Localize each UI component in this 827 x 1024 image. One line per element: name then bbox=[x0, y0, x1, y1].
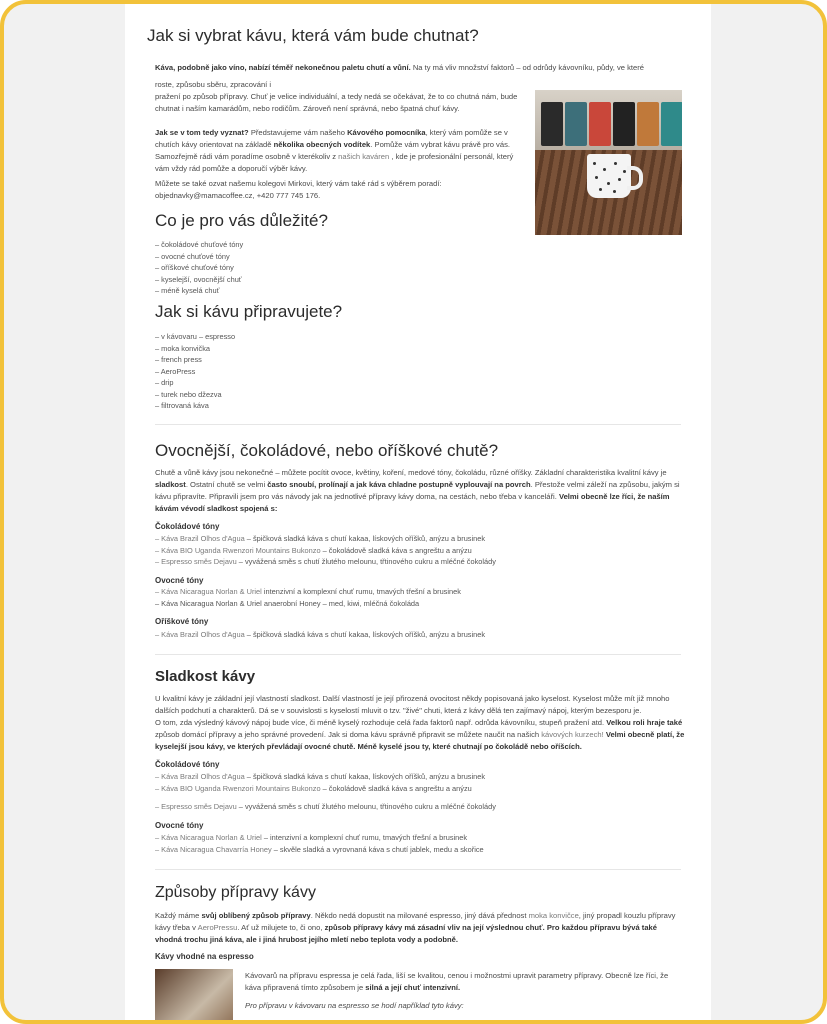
list-item bbox=[155, 844, 484, 856]
intro-question bbox=[155, 127, 527, 175]
methods-text-c: . Někdo nedá dopustit na milované espresso, jiný dává přednost bbox=[310, 911, 529, 920]
coffee-bag bbox=[565, 102, 587, 146]
methods-paragraph bbox=[155, 910, 685, 946]
subheading-chocolate: Čokoládové tóny bbox=[155, 760, 220, 769]
coffee-courses-link[interactable]: kávových kurzech! bbox=[541, 730, 604, 739]
fruit-coffee-list bbox=[155, 586, 461, 609]
product-link[interactable]: – Káva BIO Uganda Rwenzori Mountains Bukonzo bbox=[155, 545, 321, 555]
methods-text-d: , jiný propadl kouzlu přípravy kávy třeba v bbox=[155, 911, 676, 932]
coffee-bag bbox=[613, 102, 635, 146]
prepare-list bbox=[155, 331, 235, 412]
cafes-link[interactable]: našich kaváren bbox=[338, 152, 390, 161]
list-item bbox=[155, 832, 484, 844]
flavors-bold-d: často snoubí, prolínají a jak káva chladne postupně vyplouvají na povrch bbox=[267, 480, 531, 489]
divider bbox=[155, 424, 681, 425]
sweetness-text-c: způsob domácí přípravy a jeho správné provedení. Jak si doma kávu správně připravit se můžete naučit na našich bbox=[155, 730, 542, 739]
fruit-coffee-list bbox=[155, 832, 484, 855]
contact-text: Můžete se také ozvat našemu kolegovi Mirkovi, který vám také rád s výběrem poradí: bbox=[155, 179, 442, 188]
article-page bbox=[125, 4, 711, 1024]
espresso-machine-photo bbox=[155, 969, 233, 1024]
product-link[interactable]: – Espresso směs Dejavu bbox=[155, 557, 237, 566]
list-item: – ovocné chuťové tóny bbox=[155, 251, 230, 261]
product-description: – skvěle sladká a vyrovnaná káva s chutí jablek, medu a skořice bbox=[271, 844, 484, 854]
intro-question-text3: . Pomůže vám vybrat kávu právě pro vás. Samozřejmě rádi vám poradíme osobně v kterékoliv z bbox=[155, 140, 510, 161]
list-item: – french press bbox=[155, 355, 202, 364]
sweetness-paragraph-2 bbox=[155, 717, 685, 753]
subheading-espresso: Kávy vhodné na espresso bbox=[155, 952, 254, 961]
list-item: – v kávovaru – espresso bbox=[155, 332, 236, 341]
list-item bbox=[155, 801, 496, 813]
flavors-text-e: . Přestože velmi záleží na způsobu, jakým si kávu připravíte. Připravili jsem pro vás návody jak na jednotlivé přípravy kávy doma, na cestách, nebo třeba v kanceláři. bbox=[155, 480, 680, 501]
intro-question-bold3: několika obecných vodítek bbox=[273, 140, 371, 149]
list-item: – moka konvička bbox=[155, 343, 211, 353]
flavors-paragraph bbox=[155, 467, 685, 515]
intro-question-bold: Jak se v tom tedy vyznat? bbox=[155, 128, 249, 137]
product-link[interactable]: – Káva BIO Uganda Rwenzori Mountains Bukonzo bbox=[155, 783, 321, 793]
product-description: – špičková sladká káva s chutí kakaa, lískových oříšků, anýzu a brusinek bbox=[244, 772, 486, 781]
list-item: – čokoládové chuťové tóny bbox=[155, 240, 244, 249]
section-title-prepare: Jak si kávu připravujete? bbox=[155, 302, 343, 321]
list-item: – drip bbox=[155, 378, 174, 387]
product-link[interactable]: – Káva Brazil Olhos d'Agua bbox=[155, 772, 245, 781]
product-description: – vyvážená směs s chutí žlutého melounu, třtinového cukru a mléčné čokolády bbox=[236, 802, 496, 811]
intro-question-bold2: Kávového pomocníka bbox=[347, 128, 426, 137]
sweetness-bold-d: Velmi obecně platí, že bbox=[603, 730, 685, 739]
product-link[interactable]: – Káva Nicaragua Norlan & Uriel bbox=[155, 833, 262, 842]
espresso-bold-b: silná a její chuť intenzivní. bbox=[365, 983, 461, 992]
product-link[interactable]: – Káva Brazil Olhos d'Agua bbox=[155, 630, 245, 639]
intro-question-text2: , který vám pomůže se v chutích kávy orientovat na základě bbox=[155, 128, 508, 149]
list-item: – oříškové chuťové tóny bbox=[155, 263, 234, 272]
section-title-methods: Způsoby přípravy kávy bbox=[155, 884, 316, 901]
intro-question-text1: Představujeme vám našeho bbox=[248, 128, 348, 137]
sweetness-paragraph-1: U kvalitní kávy je základní její vlastností sladkost. Další vlastností je její přirozená ovocitost někdy popisovaná jako kyselost. Kyselost může mít již mnoho dalších podchutí a charakterů. Dá se v souvislosti s kyselostí mluvit o tzv. "živé" chuti, která z kávy dělá ten zajímavý nápoj, kterým bezesporu je. bbox=[155, 694, 670, 715]
coffee-bag bbox=[541, 102, 563, 146]
flavors-bold-b: sladkost bbox=[155, 480, 186, 489]
product-description: – Káva Nicaragua Norlan & Uriel anaerobní Honey – med, kiwi, mléčná čokoláda bbox=[155, 598, 420, 608]
coffee-bag bbox=[589, 102, 611, 146]
subheading-nut: Oříškové tóny bbox=[155, 617, 209, 626]
methods-bold-f: způsob přípravy kávy má zásadní vliv na její výslednou chuť. Pro každou přípravu bývá také vhodná trochu jiná káva, ale i jiná hrubost jejího mletí nebo teplota vody a podobně. bbox=[155, 923, 657, 944]
product-description: – špičková sladká káva s chutí kakaa, lískových oříšků, anýzu a brusinek bbox=[244, 630, 486, 639]
list-item bbox=[155, 533, 496, 545]
list-item bbox=[155, 598, 461, 610]
subheading-chocolate: Čokoládové tóny bbox=[155, 522, 220, 531]
product-link[interactable]: – Espresso směs Dejavu bbox=[155, 802, 237, 811]
sweetness-bold-b: Velkou roli hraje také bbox=[606, 718, 683, 727]
methods-text-e: . Ať už milujete to, či ono, bbox=[237, 923, 325, 932]
flavors-text-a: Chutě a vůně kávy jsou nekonečné – můžete pocítit ovoce, květiny, koření, medové tóny, čokoládu, různé oříšky. Základní charakteristika kvalitní kávy je bbox=[155, 468, 667, 477]
section-title-sweetness: Sladkost kávy bbox=[155, 668, 256, 685]
espresso-text-a: Kávovarů na přípravu espressa je celá řada, liší se kvalitou, cenou i možnostmi upravit parametry přípravy. Obecně lze říci, že káva připravená tímto způsobem je bbox=[245, 971, 669, 992]
page-title: Jak si vybrat kávu, která vám bude chutnat? bbox=[147, 26, 479, 45]
divider bbox=[155, 869, 681, 870]
intro-lead bbox=[155, 62, 685, 74]
list-item bbox=[155, 771, 485, 783]
product-link[interactable]: – Káva Brazil Olhos d'Agua bbox=[155, 534, 245, 543]
intro-lead-rest: Na ty má vliv množství faktorů – od odrůdy kávovníku, půdy, ve které bbox=[410, 63, 644, 72]
coffee-bag bbox=[661, 102, 682, 146]
product-description: – špičková sladká káva s chutí kakaa, lískových oříšků, anýzu a brusinek bbox=[244, 534, 486, 543]
flavors-bold-f: Velmi obecně lze říci, že naším kávám vévodí sladkost spojená s: bbox=[155, 492, 670, 513]
subheading-fruit: Ovocné tóny bbox=[155, 821, 204, 830]
sweetness-bold-e: kyselejší jsou kávy, ve kterých převládají ovocné chutě. Méně kyselé jsou ty, které chutnají po čokoládě nebo oříšcích. bbox=[155, 742, 582, 751]
product-description: intenzivní a komplexní chuť rumu, tmavých třešní a brusinek bbox=[261, 587, 461, 596]
list-item: – AeroPress bbox=[155, 366, 196, 376]
sweetness-text-a: O tom, zda výsledný kávový nápoj bude více, či méně kyselý rozhoduje celá řada faktorů např. odrůda kávovníku, stupeň pražení atd. bbox=[155, 718, 607, 727]
section-title-flavors: Ovocnější, čokoládové, nebo oříškové chutě? bbox=[155, 441, 499, 460]
divider bbox=[155, 654, 681, 655]
product-description: – čokoládově sladká káva s angreštu a anýzu bbox=[320, 783, 472, 793]
chocolate-coffee-list-extra bbox=[155, 801, 496, 813]
important-list bbox=[155, 239, 243, 297]
product-link[interactable]: – Káva Nicaragua Chavarría Honey bbox=[155, 844, 272, 854]
moka-pot-link[interactable]: moka konvičce bbox=[528, 911, 579, 920]
hero-coffee-photo bbox=[535, 90, 682, 235]
product-description: – intenzivní a komplexní chuť rumu, tmavých třešní a brusinek bbox=[261, 833, 468, 842]
methods-bold-b: svůj oblíbený způsob přípravy bbox=[201, 911, 311, 920]
coffee-bag bbox=[637, 102, 659, 146]
list-item bbox=[155, 783, 485, 795]
espresso-paragraph bbox=[245, 970, 685, 994]
methods-text-a: Každý máme bbox=[155, 911, 202, 920]
list-item bbox=[155, 556, 496, 568]
nut-coffee-list bbox=[155, 629, 485, 641]
intro-question-text4: , kde je profesionální personál, který vám vždy rád pomůže a doporučí výběr kávy. bbox=[155, 152, 514, 173]
contact-details: objednavky@mamacoffee.cz, +420 777 745 176. bbox=[155, 191, 321, 200]
intro-lead-bold: Káva, podobně jako víno, nabízí téměř nekonečnou paletu chutí a vůní. bbox=[155, 63, 411, 72]
list-item: – kyselejší, ovocnější chuť bbox=[155, 274, 242, 284]
product-link[interactable]: – Káva Nicaragua Norlan & Uriel bbox=[155, 587, 262, 596]
list-item: – filtrovaná káva bbox=[155, 401, 209, 410]
subheading-fruit: Ovocné tóny bbox=[155, 576, 204, 585]
section-title-important: Co je pro vás důležité? bbox=[155, 211, 328, 230]
list-item: – turek nebo džezva bbox=[155, 389, 222, 399]
list-item bbox=[155, 545, 496, 557]
product-description: – vyvážená směs s chutí žlutého melounu, třtinového cukru a mléčné čokolády bbox=[236, 557, 496, 566]
espresso-hint: Pro přípravu v kávovaru na espresso se hodí například tyto kávy: bbox=[245, 1001, 464, 1010]
list-item bbox=[155, 629, 485, 641]
polka-dot-cup bbox=[587, 154, 631, 198]
chocolate-coffee-list bbox=[155, 533, 496, 568]
aeropress-link[interactable]: AeroPressu bbox=[197, 923, 238, 932]
list-item bbox=[155, 586, 461, 598]
list-item: – méně kyselá chuť bbox=[155, 286, 220, 295]
intro-paragraph: pražení po způsob přípravy. Chuť je velice individuální, a tedy nedá se očekávat, že to co chutná nám, bude chutnat i naším kamarádům, nebo rodičům. Zároveň není správná, nebo špatná chuť kávy. bbox=[155, 92, 518, 113]
product-description: – čokoládově sladká káva s angreštu a anýzu bbox=[320, 545, 472, 555]
intro-line2: roste, způsobu sběru, zpracování i bbox=[155, 80, 272, 89]
chocolate-coffee-list bbox=[155, 771, 485, 794]
flavors-text-c: . Ostatní chutě se velmi bbox=[185, 480, 268, 489]
